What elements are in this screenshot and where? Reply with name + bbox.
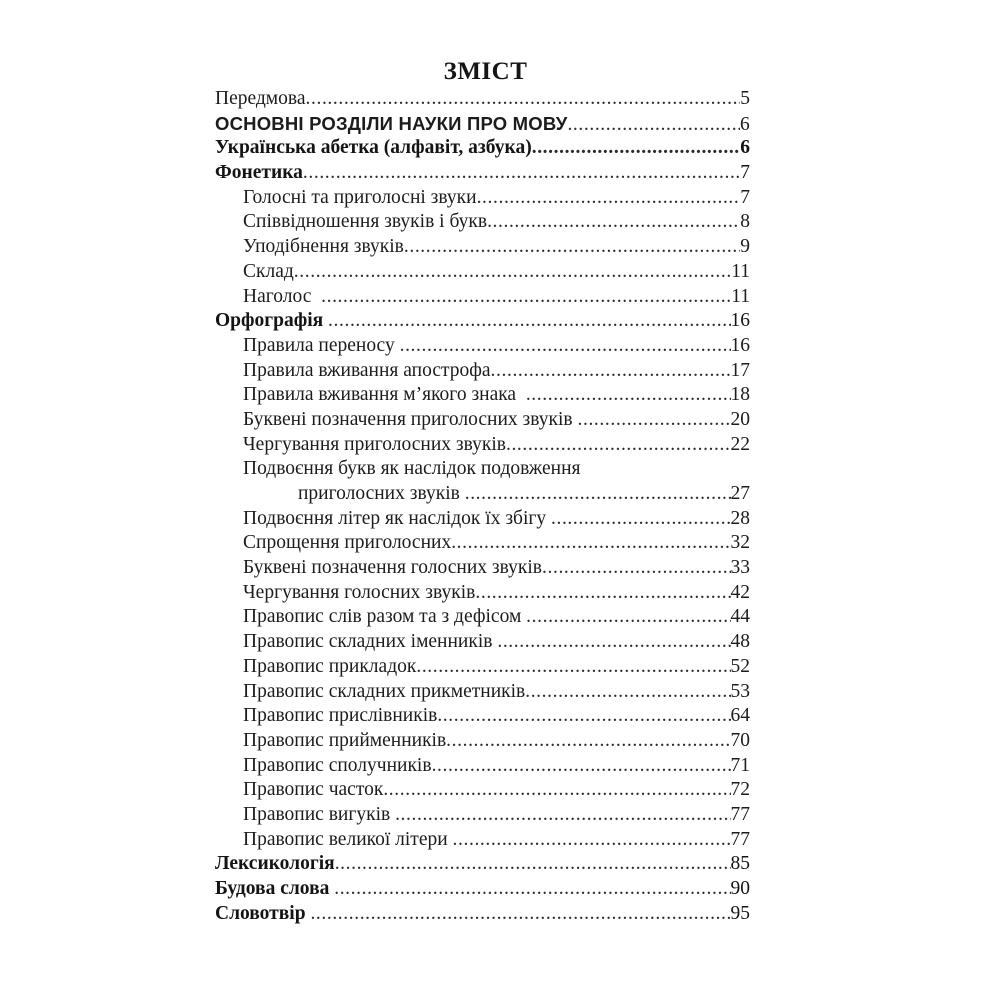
toc-entry-label: Орфографія <box>215 310 329 332</box>
toc-entry-page: 11 <box>731 260 750 282</box>
toc-entry[interactable] <box>215 680 750 705</box>
toc-entry[interactable] <box>215 729 750 754</box>
toc-entry-page: 95 <box>730 902 750 924</box>
toc-title: ЗМІСТ <box>443 58 528 85</box>
toc-entry-label: Чергування приголосних звуків <box>243 433 506 455</box>
toc-entry-page: 42 <box>730 581 750 603</box>
toc-entry-orthography[interactable] <box>215 309 750 334</box>
toc-entry-page: 32 <box>730 532 750 554</box>
toc-entry-label: Будова слова <box>215 878 335 899</box>
dot-leader <box>321 285 731 310</box>
toc-entry-page: 85 <box>730 853 750 875</box>
toc-entry-label: Правопис складних іменників <box>243 631 498 653</box>
dot-leader <box>506 433 731 458</box>
toc-entry-word-structure[interactable] <box>215 877 750 902</box>
toc-entry-word-formation[interactable] <box>215 902 750 927</box>
toc-entry[interactable] <box>215 260 750 285</box>
dot-leader <box>383 778 730 803</box>
dot-leader <box>395 803 730 828</box>
toc-list <box>215 87 750 926</box>
toc-entry[interactable] <box>215 383 750 408</box>
toc-entry[interactable] <box>215 334 750 359</box>
toc-entry-label: Правопис вигуків <box>243 803 396 825</box>
toc-entry-label: Правопис прийменників <box>243 729 447 751</box>
toc-entry-label: ОСНОВНІ РОЗДІЛИ НАУКИ ПРО МОВУ <box>215 112 568 134</box>
toc-entry[interactable] <box>215 235 750 260</box>
toc-entry-label: Правопис складних прикметників <box>243 680 526 702</box>
toc-entry-continuation[interactable] <box>215 482 750 507</box>
toc-entry[interactable] <box>215 556 750 581</box>
toc-entry[interactable] <box>215 655 750 680</box>
toc-entry[interactable] <box>215 531 750 556</box>
toc-entry-page: 9 <box>740 236 750 258</box>
toc-entry[interactable] <box>215 803 750 828</box>
toc-entry-page: 44 <box>730 606 750 628</box>
toc-entry-page: 16 <box>730 310 750 332</box>
toc-entry[interactable] <box>215 581 750 606</box>
toc-entry[interactable] <box>215 285 750 310</box>
toc-entry-label: Подвоєння букв як наслідок подовження <box>243 458 581 480</box>
toc-entry-label: Співвідношення звуків і букв <box>243 211 488 233</box>
dot-leader <box>432 754 731 779</box>
toc-entry[interactable] <box>215 507 750 532</box>
toc-entry-page: 33 <box>730 557 750 579</box>
dot-leader <box>416 655 730 680</box>
dot-leader <box>491 359 731 384</box>
toc-entry-label: Словотвір <box>215 902 311 924</box>
toc-entry-page: 18 <box>730 384 750 406</box>
toc-entry-label: Передмова <box>215 88 306 109</box>
toc-entry-label: Уподібнення звуків <box>243 236 404 258</box>
toc-entry-label: Правопис часток <box>243 779 384 801</box>
toc-entry-label: Лексикологія <box>215 853 335 875</box>
toc-entry-label: Правила вживання м’якого знака <box>243 384 526 406</box>
toc-entry[interactable] <box>215 704 750 729</box>
toc-entry[interactable] <box>215 210 750 235</box>
toc-entry-page: 17 <box>730 359 750 381</box>
toc-entry-label: Правопис прислівників <box>243 705 438 727</box>
toc-entry[interactable] <box>215 408 750 433</box>
toc-entry-page: 7 <box>740 186 750 208</box>
dot-leader <box>328 309 730 334</box>
dot-leader <box>532 136 741 161</box>
toc-entry-label: Буквені позначення приголосних звуків <box>243 408 578 430</box>
toc-entry-label: Правопис прикладок <box>243 655 417 677</box>
dot-leader <box>525 680 730 705</box>
dot-leader <box>475 581 730 606</box>
toc-entry-page: 90 <box>730 878 750 899</box>
dot-leader <box>551 507 731 532</box>
toc-entry[interactable] <box>215 778 750 803</box>
toc-entry-page: 11 <box>731 285 750 307</box>
toc-entry-label: Правила вживання апострофа <box>243 359 491 381</box>
dot-leader <box>310 902 730 927</box>
toc-entry-label: Фонетика <box>215 162 303 184</box>
toc-entry-page: 64 <box>730 705 750 727</box>
toc-entry-label: Чергування голосних звуків <box>243 581 476 603</box>
toc-entry-lexicology[interactable] <box>215 852 750 877</box>
table-of-contents-page <box>215 57 750 926</box>
toc-entry-page: 77 <box>730 803 750 825</box>
toc-entry-page: 70 <box>730 729 750 751</box>
dot-leader <box>542 556 730 581</box>
toc-entry[interactable] <box>215 186 750 211</box>
toc-entry-label: Правопис слів разом та з дефісом <box>243 606 527 628</box>
toc-entry[interactable] <box>215 630 750 655</box>
toc-entry-label: Правопис великої літери <box>243 828 453 850</box>
toc-entry-page: 6 <box>740 137 750 159</box>
toc-entry-page: 53 <box>730 680 750 702</box>
toc-entry-page: 22 <box>730 433 750 455</box>
dot-leader <box>578 408 731 433</box>
toc-entry-page: 20 <box>730 408 750 430</box>
dot-leader <box>303 161 740 186</box>
dot-leader <box>567 113 740 137</box>
toc-entry-page: 16 <box>730 334 750 356</box>
toc-entry-label: Правопис сполучників <box>243 754 432 776</box>
toc-entry[interactable] <box>215 359 750 384</box>
toc-entry-label: Буквені позначення голосних звуків <box>243 557 543 579</box>
toc-entry-label: Наголос <box>243 285 322 307</box>
dot-leader <box>453 828 731 853</box>
toc-entry-label: Голосні та приголосні звуки <box>243 186 477 208</box>
toc-entry-label: Правила переносу <box>243 334 400 356</box>
toc-entry-page: 77 <box>730 828 750 850</box>
dot-leader <box>451 531 730 556</box>
toc-entry-page: 71 <box>730 754 750 776</box>
dot-leader <box>400 334 731 359</box>
toc-entry-label: приголосних звуків <box>298 483 465 504</box>
toc-entry[interactable] <box>215 754 750 779</box>
toc-entry-label: Склад <box>243 260 294 282</box>
dot-leader <box>404 235 740 260</box>
dot-leader <box>446 729 730 754</box>
toc-entry-page: 28 <box>730 507 750 529</box>
dot-leader <box>306 87 741 112</box>
toc-entry[interactable] <box>215 828 750 853</box>
dot-leader <box>477 186 741 211</box>
toc-entry-alphabet[interactable] <box>215 136 750 161</box>
toc-entry-page: 52 <box>730 655 750 677</box>
toc-entry-main-sections[interactable] <box>215 112 750 137</box>
dot-leader <box>487 210 740 235</box>
toc-entry-label: Українська абетка (алфавіт, азбука) <box>215 137 532 159</box>
toc-entry-page: 8 <box>740 211 750 233</box>
dot-leader <box>294 260 731 285</box>
toc-entry-label: Подвоєння літер як наслідок їх збігу <box>243 507 551 529</box>
toc-entry-wrapped[interactable] <box>215 457 750 482</box>
toc-entry-page: 48 <box>730 631 750 653</box>
dot-leader <box>334 877 730 902</box>
toc-entry-page: 72 <box>730 779 750 801</box>
dot-leader <box>465 482 731 507</box>
dot-leader <box>497 630 730 655</box>
toc-entry-page: 7 <box>740 162 750 184</box>
dot-leader <box>335 852 731 877</box>
toc-entry[interactable] <box>215 433 750 458</box>
dot-leader <box>437 704 730 729</box>
toc-entry-foreword[interactable] <box>215 87 750 112</box>
toc-entry-label: Спрощення приголосних <box>243 532 452 554</box>
dot-leader <box>526 383 731 408</box>
toc-entry-page: 5 <box>740 88 750 109</box>
toc-entry-page: 6 <box>740 113 750 135</box>
toc-entry-phonetics[interactable] <box>215 161 750 186</box>
dot-leader <box>526 605 730 630</box>
toc-entry[interactable] <box>215 605 750 630</box>
toc-entry-page: 27 <box>730 483 750 504</box>
